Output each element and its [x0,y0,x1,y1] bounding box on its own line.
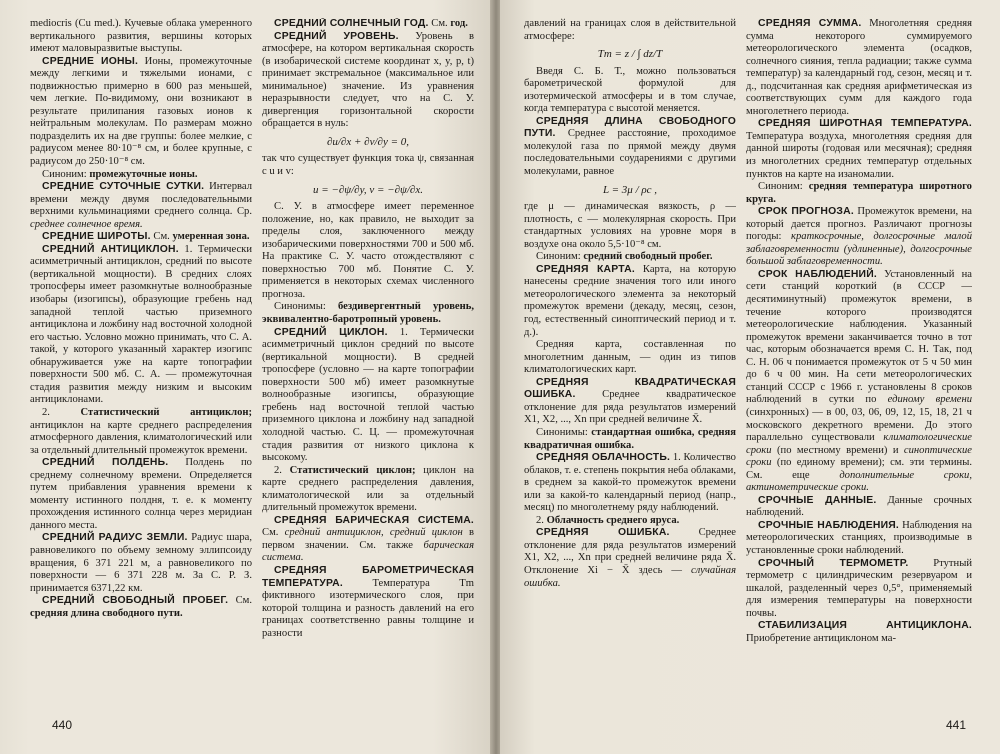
entry-text: Ртутный термометр с цилиндрическим резервуаром и шкалой, разделенный через 0,5°, применяемый для измерения температуры на поверхности почвы. [746,557,972,619]
entry-heading: СРЕДНИЕ СУТОЧНЫЕ СУТКИ. [42,181,205,193]
entry-heading: СРЕДНИЙ УРОВЕНЬ. [274,30,399,42]
entry-heading: СРЕДНЯЯ ДЛИНА СВОБОДНОГО ПУТИ. [524,115,736,140]
entry-heading: СРЕДНЯЯ КАРТА. [536,263,635,275]
entry-heading: СРОЧНЫЙ ТЕРМОМЕТР. [758,557,909,569]
equation: Tm = z / ∫ dz/T [597,48,663,61]
entry-text: См. [262,527,279,539]
paragraph: Введя С. Б. Т., можно пользоваться барометрической формулой для изотермической атмосферы и в том случае, когда температура с высотой меняется. [524,65,736,115]
entry-text: Карта, на которую нанесены средние значения того или иного метеорологического элемента за некоторый промежуток времени (декаду, месяц, сезон, год, естественный синоптический период и т. д.). [524,263,736,338]
cross-reference: климатологические сроки [746,432,972,456]
entry-text: Приобретение антициклоном ма- [746,632,897,644]
entry-text: (синхронных) — в 00, 03, 06, 09, 12, 15, 18, 21 ч московского декретного времени. До этого параллельно существовали [746,406,972,444]
entry-text: Полдень по среднему солнечному времени. Определяется путем прибавления уравнения времени к моменту истинного полдня, т. е. к моменту прохождения истинного солнца через меридиан данного места. [30,457,252,531]
synonym-label: Синонимы: [536,426,588,438]
entry-text: 1. Термически асимметричный циклон средний по высоте (вертикальной мощности). В средней тропосфере (условно — на карте топографии поверхности 500 мб) имеет разомкнутые волнообразные изогипсы, образующие гребень над восточной теплой частью приземного циклона и ложбину над западной холодной частью. С. Ц. — промежуточная стадия развития от низкого циклона к высокому. [262,326,474,464]
synonym-term: средняя температура широтного круга. [746,181,972,205]
paragraph: mediocris (Cu med.). Кучевые облака умеренного вертикального развития, вершины которых имеют маловыразвитые выступы. [30,18,252,55]
paragraph: так что существует функция тока ψ, связанная с u и v: [262,153,474,178]
equation: u = −∂ψ/∂y, v = −∂ψ/∂x. [313,183,423,196]
synonym-label: Синоним: [536,251,581,263]
entry-heading: СРЕДНЯЯ КВАДРАТИЧЕСКАЯ ОШИБКА. [524,376,736,401]
entry-text: (по местному времени) и [777,444,899,456]
cross-reference: средняя длина свободного пути. [30,607,183,619]
entry-text: Ионы, промежуточные между легкими и тяжелыми ионами, с подвижностью примерно в 600 раз меньшей, чем легкие. По-видимому, они возникают в результате прилипания газовых ионов к нейтральным молекулам. По размерам можно подразделить их на две группы: более мелкие, с радиусом менее 80·10⁻⁸ см, и более крупные, с радиусом до 250·10⁻⁸ см. [30,55,252,168]
right-column-2 [746,18,972,718]
cross-reference: краткосрочные, долгосрочные малой заблаговременности (удлиненные), долгосрочные большой заблаговременности. [746,231,972,268]
entry-text: Среднее отклонение для ряда результатов измерений X1, X2, ..., Xn при средней величине ряда X̄. Отклонение Xi − X̄ здесь — [524,527,736,576]
entry-heading: СРЕДНИЕ ШИРОТЫ. [42,231,151,243]
synonym-term: стандартная ошибка, средняя квадратичная ошибка. [524,426,736,451]
entry-text: 1. Количество облаков, т. е. степень покрытия неба облаками, в среднем за какой-то промежуток времени или за какой-то календарный период (напр., месяц) по многолетнему ряду наблюдений. [524,452,736,514]
entry-heading: СРОК НАБЛЮДЕНИЙ. [758,268,877,280]
entry-text: Данные срочных наблюдений. [746,494,972,519]
entry-text: См. [235,595,252,607]
paragraph: С. У. в атмосфере имеет переменное положение, но, как правило, не выходит за пределы слоя, заключенного между изобарическими поверхностями 700 и 500 мб. На практике С. У. часто отождествляют с поверхностью 700 мб. Понятие С. У. применяется в некоторых схемах численного прогноза. [262,201,474,300]
entry-term: Статистический циклон; [289,464,416,476]
entry-heading: СРЕДНЯЯ СУММА. [758,18,862,29]
cross-reference: случайная ошибка. [524,564,736,589]
entry-text: Среднее квадратическое отклонение для ряда результатов измерений X1, X2, ..., Xn при средней величине X̄. [524,389,736,426]
entry-text: антициклон на карте среднего распределения атмосферного давления, климатологический или за отдельный длительный промежуток времени. [30,419,252,456]
entry-heading: СРЕДНЯЯ ШИРОТНАЯ ТЕМПЕРАТУРА. [758,118,972,130]
entry-heading: СРЕДНЯЯ ОБЛАЧНОСТЬ. [536,452,671,464]
entry-term: Статистический антициклон; [80,406,252,418]
paragraph: давлений на границах слоя в действительной атмосфере: [524,18,736,42]
entry-text: циклон на карте среднего распределения давления, климатологической или за отдельный длительный промежуток времени. [262,464,474,514]
entry-heading: СРЕДНЯЯ БАРОМЕТРИЧЕСКАЯ ТЕМПЕРАТУРА. [262,564,474,589]
cross-reference: среднее солнечное время. [30,218,143,230]
entry-text: Температура воздуха, многолетняя средняя для данной широты (годовая или месячная); средняя из многолетних средних температур отдельных пунктов на карте на изаномалии. [746,130,972,180]
entry-text: 1. Термически асимметричный антициклон, средний по высоте (вертикальной мощности). В средних слоях тропосферы имеет разомкнутые волнообразные изобары (изогипсы), образующие гребень над западной теплой частью приземного антициклона и ложбину над восточной холодной его частью. Условно можно принимать, что С. А. такой, у которого указанный характер изогипс обнаруживается уже на карте топографии поверхности 500 мб. С. А. — промежуточная стадия развития между низким и высоким антициклонами. [30,243,252,406]
entry-text: Температура Tm фиктивного изотермического слоя, при которой толщина и разность давлений на его границах соответственно равны толщине и разности [262,577,474,639]
synonym-term: бездивергентный уровень, эквивалентно-баротропный уровень. [262,301,474,326]
left-column-2 [262,18,474,718]
entry-text: Многолетняя средняя сумма некоторого суммируемого метеорологического элемента (осадков, солнечного сияния, тепла радиации; также сумма температур) за календарный год, сезон, месяц и т. д., подсчитанная как средняя арифметическая из соответствующих сумм для каждого года многолетнего периода. [746,18,972,117]
entry-term: Облачность среднего яруса. [546,514,680,526]
equation: ∂u/∂x + ∂v/∂y = 0, [326,135,410,148]
left-page [0,0,492,754]
entry-heading: СРЕДНИЙ ЦИКЛОН. [274,326,388,338]
entry-text: Установленный на сети станций короткий (в СССР — десятиминутный) промежуток времени, в течение которого производятся метеорологические наблюдения. Указанный промежуток времени заканчивается точно в тот час, которым обозначается время С. Н. Так, под С. Н. 06 ч понимается промежуток от 5 ч 50 мин до 6 ч 00 мин. На сети метеорологических станций СССР с 1966 г. установлены 8 сроков наблюдений в сутки по [746,268,972,406]
entry-heading: СРЕДНИЙ АНТИЦИКЛОН. [42,243,179,255]
cross-reference: год. [450,18,468,29]
entry-heading: СРЕДНИЙ РАДИУС ЗЕМЛИ. [42,532,188,544]
cross-reference: дополнительные сроки, актинометрические сроки. [746,469,972,494]
right-column-1 [524,18,736,718]
cross-reference: умеренная зона. [172,231,250,243]
page-number: 441 [946,718,967,732]
cross-reference: барическая система. [262,539,474,564]
synonym-term: средний свободный пробег. [583,251,713,263]
sense-number: 2. [42,406,50,418]
entry-text: Радиус шара, равновеликого по объему земному эллипсоиду вращения, 6 371 221 м, а равновеликого по поверхности — 6 371 228 м. За С. Р. З. принимается 6371,22 км. [30,532,252,594]
page-number: 440 [52,718,73,732]
cross-reference: единому времени [887,394,972,406]
entry-text: в первом значении. См. также [262,527,474,551]
paragraph: Средняя карта, составленная по многолетним данным, — один из типов климатологических карт. [524,339,736,376]
entry-text: Среднее расстояние, проходимое молекулой газа по прямой между двумя последовательными соударениями с другими молекулами, равное [524,128,736,178]
entry-heading: СРЕДНИЙ СВОБОДНЫЙ ПРОБЕГ. [42,595,229,607]
paragraph: где μ — динамическая вязкость, ρ — плотность, c — молекулярная скорость. При стандартных условиях на уровне моря в воздухе она около 5,5·10⁻⁸ см. [524,201,736,250]
entry-text: Уровень в атмосфере, на котором вертикальная скорость (в изобарической системе координат x, y, p, t) принимает экстремальное (максимальное или минимальное) значение. Из уравнения неразрывности следует, что на С. У. дивергенция горизонтальной скорости обращается в нуль: [262,30,474,130]
entry-heading: СРЕДНИЙ ПОЛДЕНЬ. [42,457,169,469]
entry-text: Интервал времени между двумя последовательными верхними кульминациями среднего солнца. Ср. [30,181,252,218]
entry-text: См. [153,231,170,243]
synonym-label: Синоним: [758,181,803,193]
synonym-term: промежуточные ионы. [89,168,198,180]
entry-heading: СРЕДНИЕ ИОНЫ. [42,55,139,67]
cross-reference: средний антициклон, средний циклон [284,527,463,539]
entry-heading: СРОК ПРОГНОЗА. [758,206,854,218]
sense-number: 2. [274,464,282,476]
entry-heading: СРЕДНЯЯ ОШИБКА. [536,527,670,539]
entry-text: См. [431,18,448,29]
entry-text: Наблюдения на метеорологических станциях, производимые в установленные сроки наблюдений. [746,519,972,556]
entry-heading: СРОЧНЫЕ ДАННЫЕ. [758,494,877,506]
entry-text: (по единому времени); см. эти термины. См. еще [746,457,972,481]
entry-heading: СРОЧНЫЕ НАБЛЮДЕНИЯ. [758,519,900,531]
entry-heading: СТАБИЛИЗАЦИЯ АНТИЦИКЛОНА. [758,620,972,632]
entry-text: Промежуток времени, на который дается прогноз. Различают прогнозы погоды: [746,206,972,243]
entry-heading: СРЕДНИЙ СОЛНЕЧНЫЙ ГОД. [274,18,429,29]
entry-heading: СРЕДНЯЯ БАРИЧЕСКАЯ СИСТЕМА. [274,514,474,526]
right-page [500,0,1000,754]
cross-reference: синоптические сроки [746,444,972,469]
equation: L = 3μ / ρc , [602,183,658,196]
synonym-label: Синоним: [42,168,87,180]
sense-number: 2. [536,514,544,526]
left-column-1 [30,18,252,718]
synonym-label: Синонимы: [274,301,326,313]
